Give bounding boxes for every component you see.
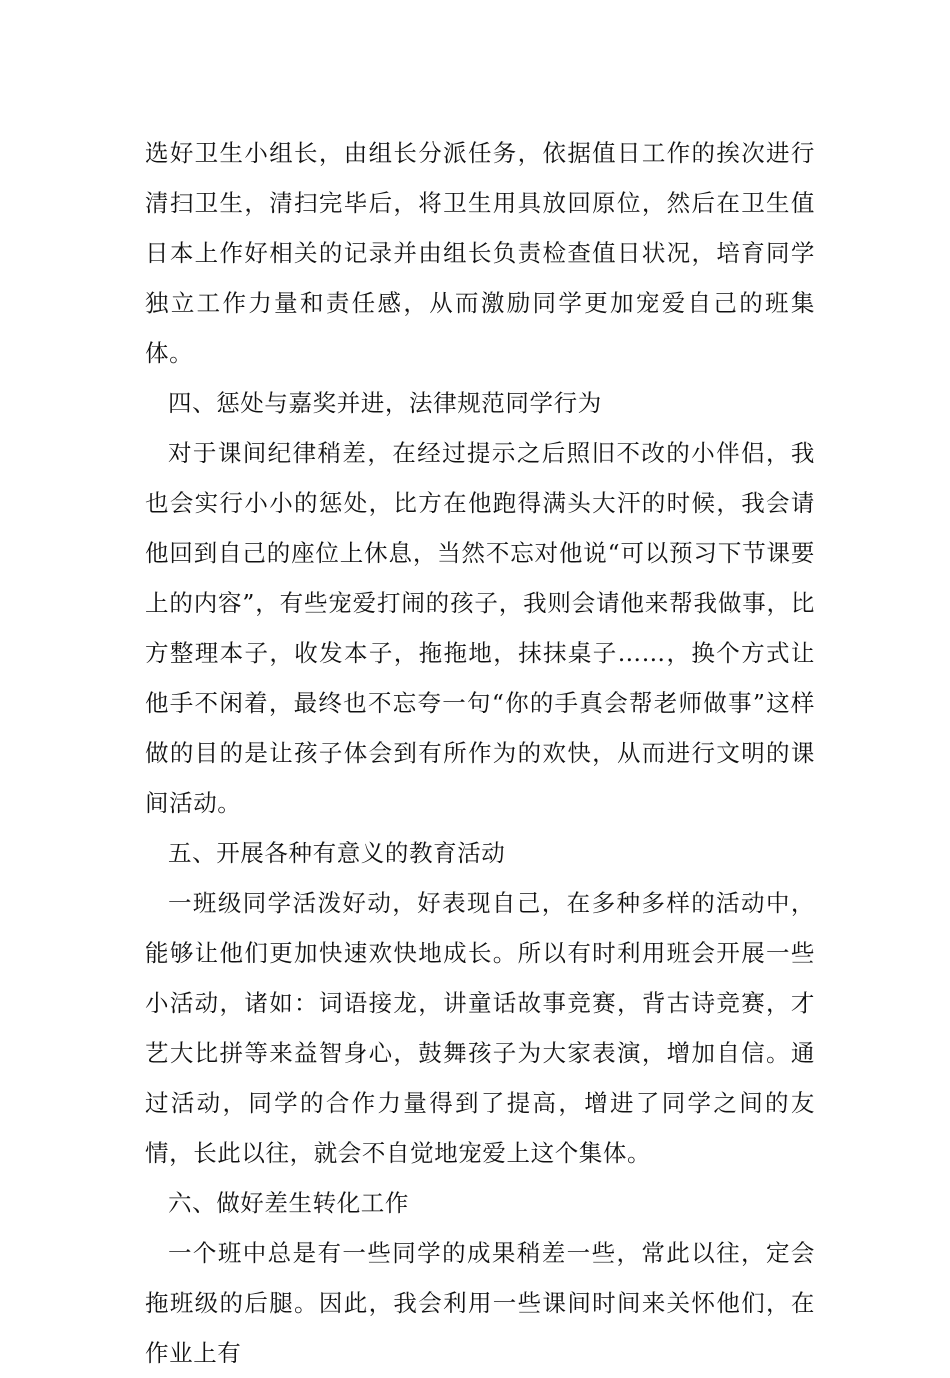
document-body [145, 128, 815, 1378]
section-heading-6: 六、做好差生转化工作 [168, 1189, 409, 1217]
paragraph-cleaning-duty: 选好卫生小组长，由组长分派任务，依据值日工作的挨次进行清扫卫生，清扫完毕后，将卫生用具放回原位，然后在卫生值日本上作好相关的记录并由组长负责检查值日状况，培育同学独立工作力量和责任感，从而激励同学更加宠爱自己的班集体。 [145, 139, 815, 367]
section-heading-5: 五、开展各种有意义的教育活动 [168, 839, 506, 867]
paragraph-activities: 一班级同学活泼好动，好表现自己，在多种多样的活动中，能够让他们更加快速欢快地成长。所以有时利用班会开展一些小活动，诸如：词语接龙，讲童话故事竞赛，背古诗竞赛，才艺大比拼等来益智身心，鼓舞孩子为大家表演，增加自信。通过活动，同学的合作力量得到了提高，增进了同学之间的友情，长此以往，就会不自觉地宠爱上这个集体。 [145, 889, 815, 1167]
section-heading-4: 四、惩处与嘉奖并进，法律规范同学行为 [168, 389, 602, 417]
paragraph-discipline: 对于课间纪律稍差，在经过提示之后照旧不改的小伴侣，我也会实行小小的惩处，比方在他跑得满头大汗的时候，我会请他回到自己的座位上休息，当然不忘对他说“可以预习下节课要上的内容”，有些宠爱打闹的孩子，我则会请他来帮我做事，比方整理本子，收发本子，拖拖地，抹抹桌子……，换个方式让他手不闲着，最终也不忘夸一句“你的手真会帮老师做事”这样做的目的是让孩子体会到有所作为的欢快，从而进行文明的课间活动。 [145, 439, 815, 817]
paragraph-struggling-students: 一个班中总是有一些同学的成果稍差一些，常此以往，定会拖班级的后腿。因此，我会利用一些课间时间来关怀他们，在作业上有 [145, 1239, 815, 1367]
